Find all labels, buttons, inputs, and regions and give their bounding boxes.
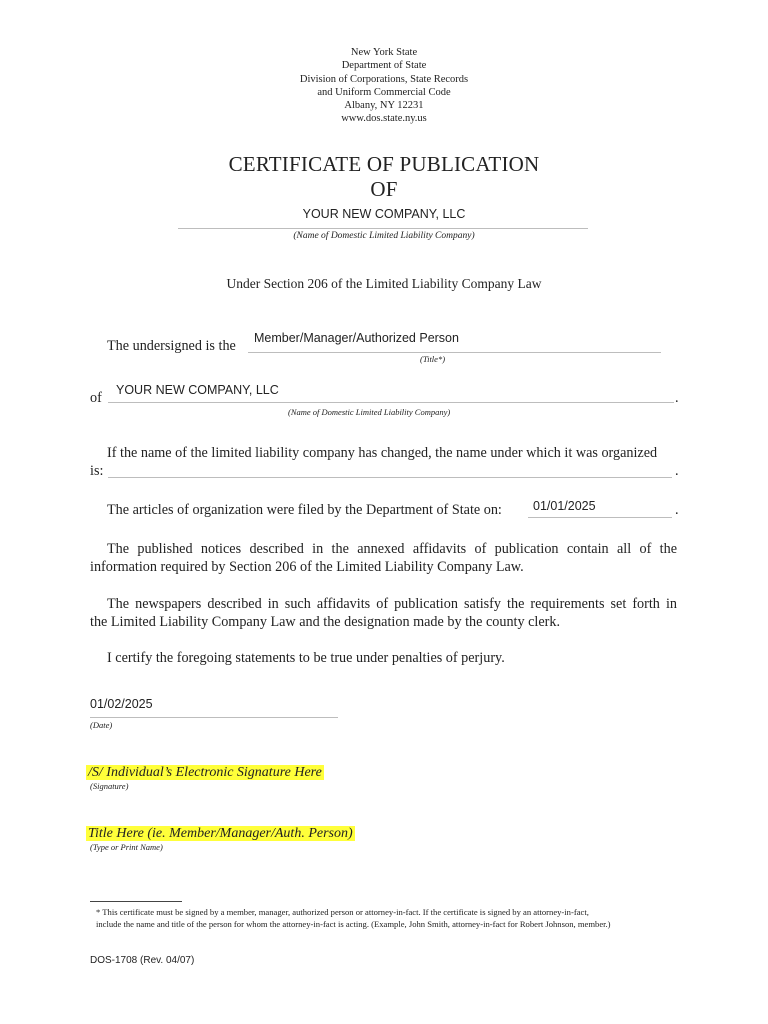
company-name-caption-2: (Name of Domestic Limited Liability Company): [288, 407, 451, 417]
name-change-period: .: [675, 463, 679, 479]
printed-name-field[interactable]: [86, 824, 355, 843]
of-label: of: [90, 390, 102, 406]
name-change-text: If the name of the limited liability company has changed, the name under which it was organized: [107, 445, 658, 461]
date-underline: [90, 717, 338, 718]
document-title-of: OF: [370, 177, 398, 201]
company-name-underline-2: [108, 402, 674, 403]
document-title: CERTIFICATE OF PUBLICATION: [228, 152, 540, 176]
footnote-rule: [90, 901, 182, 902]
printed-name-caption: (Type or Print Name): [90, 842, 163, 852]
printed-name-value: Title Here (ie. Member/Manager/Auth. Person): [88, 826, 353, 841]
previous-name-underline: [108, 477, 672, 478]
header-line-website: www.dos.state.ny.us: [341, 113, 427, 125]
title-field[interactable]: Member/Manager/Authorized Person: [254, 331, 459, 345]
company-name-underline: [178, 228, 588, 229]
of-line-period: .: [675, 390, 679, 406]
filing-date-field[interactable]: 01/01/2025: [533, 499, 596, 513]
footnote-line2: include the name and title of the person for whom the attorney-in-fact is acting. (Example, John Smith, attorney-in-fact for Robert Johnson, member.): [96, 918, 611, 929]
paragraph-certify: I certify the foregoing statements to be true under penalties of perjury.: [107, 650, 505, 666]
articles-period: .: [675, 502, 679, 518]
signature-field[interactable]: [86, 763, 324, 782]
name-change-is: is:: [90, 463, 104, 479]
date-caption: (Date): [90, 720, 113, 730]
title-underline: [248, 352, 661, 353]
company-name-field-2[interactable]: YOUR NEW COMPANY, LLC: [116, 383, 279, 397]
paragraph-newspapers-line1: The newspapers described in such affidavits of publication satisfy the requirements set forth in: [107, 596, 677, 612]
header-line-state: New York State: [350, 47, 418, 58]
company-name-field[interactable]: YOUR NEW COMPANY, LLC: [302, 207, 466, 221]
signature-value: /S/ Individual’s Electronic Signature Here: [88, 765, 322, 780]
form-id: DOS-1708 (Rev. 04/07): [90, 955, 195, 966]
header-line-address: Albany, NY 12231: [344, 100, 424, 112]
title-caption: (Title*): [420, 354, 446, 364]
header-line-department: Department of State: [341, 60, 427, 72]
filing-date-underline: [528, 517, 672, 518]
footnote: [96, 907, 611, 930]
signature-caption: (Signature): [90, 781, 129, 791]
articles-filed-label: The articles of organization were filed by the Department of State on:: [107, 502, 502, 518]
date-field[interactable]: 01/02/2025: [90, 697, 153, 711]
paragraph-newspapers-line2: the Limited Liability Company Law and the designation made by the county clerk.: [90, 614, 561, 630]
header-line-division: Division of Corporations, State Records: [299, 73, 469, 85]
paragraph-notices-line2: information required by Section 206 of the Limited Liability Company Law.: [90, 559, 524, 575]
header-line-ucc: and Uniform Commercial Code: [317, 86, 451, 98]
section-reference: Under Section 206 of the Limited Liability Company Law: [226, 276, 542, 291]
agency-header: [0, 46, 768, 126]
company-name-caption: (Name of Domestic Limited Liability Company): [293, 231, 475, 241]
undersigned-label: The undersigned is the: [107, 338, 236, 354]
paragraph-notices-line1: The published notices described in the annexed affidavits of publication contain all of the: [107, 541, 677, 557]
footnote-line1: * This certificate must be signed by a member, manager, authorized person or attorney-in-fact. If the certificate is signed by an attorney-in-fact,: [96, 907, 589, 917]
